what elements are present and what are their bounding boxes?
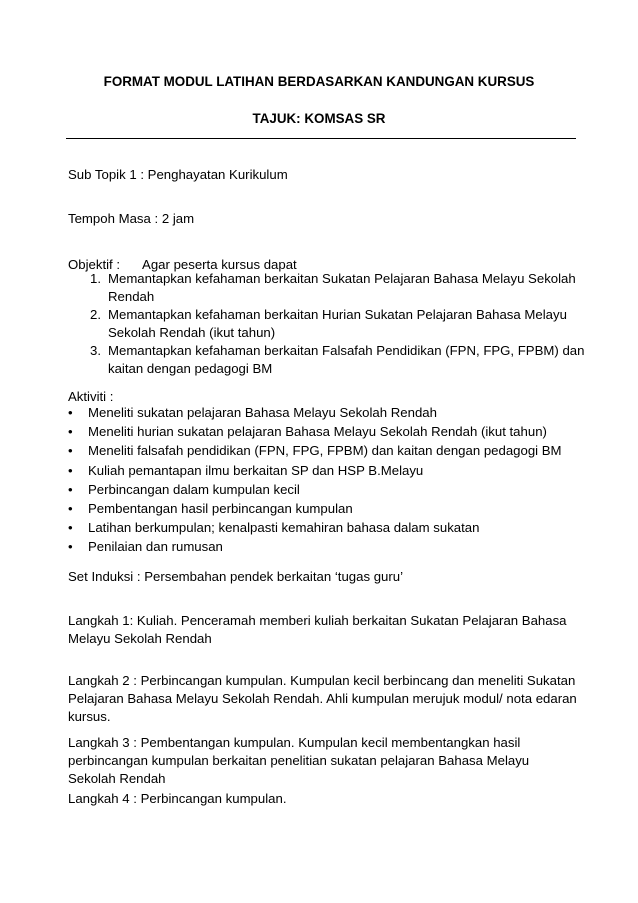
bullet-icon: • (68, 500, 73, 516)
duration: Tempoh Masa : 2 jam (68, 211, 195, 226)
activity-item (68, 538, 588, 556)
document-title: FORMAT MODUL LATIHAN BERDASARKAN KANDUNGAN KURSUS (103, 74, 535, 89)
activity-text: Latihan berkumpulan; kenalpasti kemahiran bahasa dalam sukatan (88, 520, 480, 536)
activities-list (68, 404, 588, 558)
objective-item (68, 342, 588, 378)
activity-text: Kuliah pemantapan ilmu berkaitan SP dan HSP B.Melayu (88, 462, 424, 478)
bullet-icon: • (68, 424, 73, 440)
step-4: Langkah 4 : Perbincangan kumpulan. (68, 791, 287, 806)
set-induction: Set Induksi : Persembahan pendek berkaitan ‘tugas guru’ (68, 569, 404, 584)
objectives-intro: Agar peserta kursus dapat (142, 257, 297, 272)
activity-item (68, 404, 588, 422)
bullet-icon: • (68, 520, 73, 536)
objective-text: Memantapkan kefahaman berkaitan Falsafah Pendidikan (FPN, FPG, FPBM) dan kaitan dengan pedagogi BM (108, 343, 585, 376)
activity-item (68, 481, 588, 499)
bullet-icon: • (68, 462, 73, 478)
step-3: Langkah 3 : Pembentangan kumpulan. Kumpulan kecil membentangkan hasil perbincangan kumpulan berkaitan penelitian sukatan pelajaran Bahasa Melayu Sekolah Rendah (68, 735, 530, 786)
activity-text: Meneliti sukatan pelajaran Bahasa Melayu Sekolah Rendah (88, 405, 437, 420)
objective-number: 2. (90, 307, 101, 322)
objective-item (68, 270, 588, 306)
sub-topic: Sub Topik 1 : Penghayatan Kurikulum (68, 167, 288, 182)
activity-text: Perbincangan dalam kumpulan kecil (88, 481, 300, 497)
step-1: Langkah 1: Kuliah. Penceramah memberi kuliah berkaitan Sukatan Pelajaran Bahasa Melayu Sekolah Rendah (68, 613, 567, 646)
activity-item (68, 462, 588, 480)
bullet-icon: • (68, 405, 73, 420)
objective-number: 1. (90, 271, 101, 286)
activity-item (68, 500, 588, 518)
document-subtitle: TAJUK: KOMSAS SR (252, 111, 386, 126)
objectives-list (68, 270, 588, 378)
header-divider (66, 138, 576, 139)
objective-text: Memantapkan kefahaman berkaitan Sukatan Pelajaran Bahasa Melayu Sekolah Rendah (108, 271, 576, 304)
activity-item (68, 442, 588, 460)
activity-text: Pembentangan hasil perbincangan kumpulan (88, 500, 353, 516)
activity-item (68, 519, 588, 537)
activity-text: Meneliti hurian sukatan pelajaran Bahasa Melayu Sekolah Rendah (ikut tahun) (88, 424, 547, 440)
bullet-icon: • (68, 481, 73, 497)
objective-text: Memantapkan kefahaman berkaitan Hurian Sukatan Pelajaran Bahasa Melayu Sekolah Rendah (ikut tahun) (108, 307, 567, 340)
objectives-label: Objektif : (68, 257, 121, 272)
activity-text: Penilaian dan rumusan (88, 539, 223, 555)
objective-item (68, 306, 588, 342)
bullet-icon: • (68, 443, 73, 459)
step-2: Langkah 2 : Perbincangan kumpulan. Kumpulan kecil berbincang dan meneliti Sukatan Pelajaran Bahasa Melayu Sekolah Rendah. Ahli kumpulan merujuk modul/ nota edaran kursus. (68, 673, 577, 724)
activities-heading: Aktiviti : (68, 389, 114, 404)
bullet-icon: • (68, 539, 73, 555)
activity-item (68, 423, 588, 441)
objective-number: 3. (90, 343, 101, 358)
activity-text: Meneliti falsafah pendidikan (FPN, FPG, FPBM) dan kaitan dengan pedagogi BM (88, 443, 562, 459)
